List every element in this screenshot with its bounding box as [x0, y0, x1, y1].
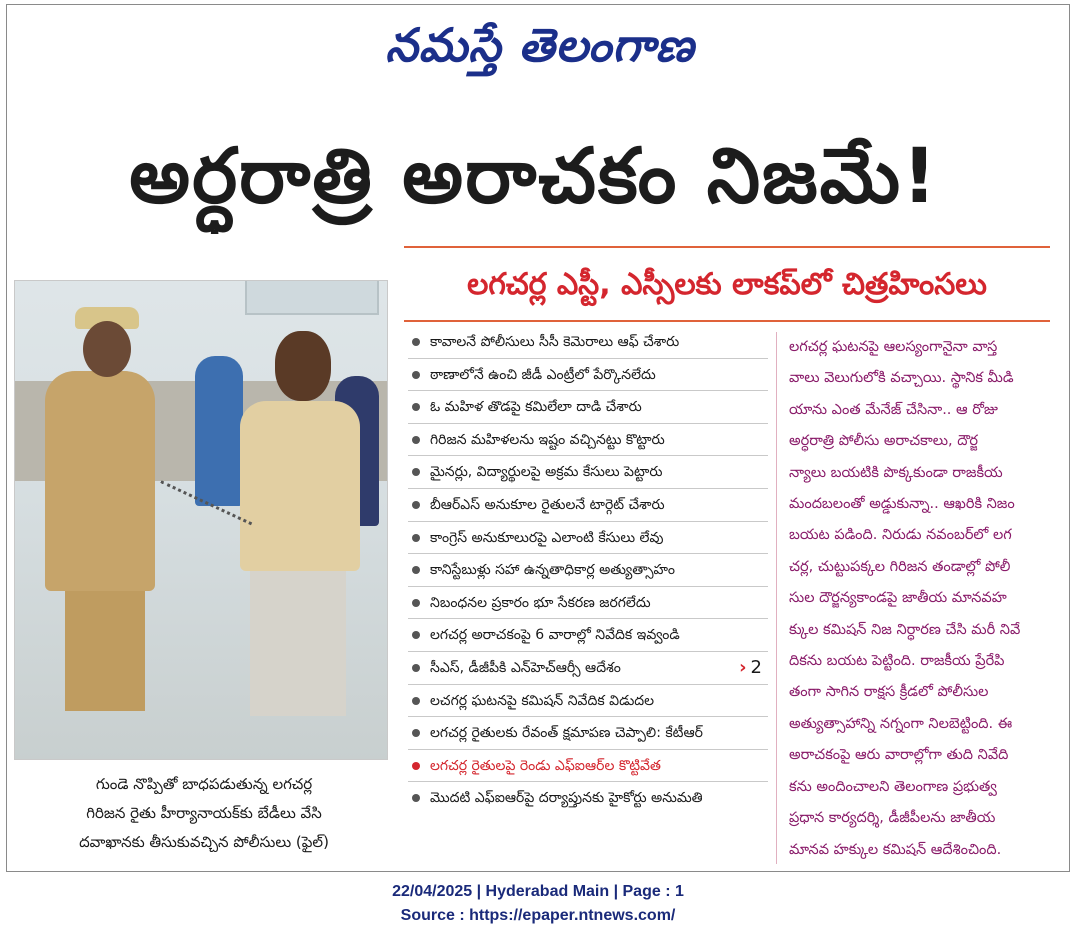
- footer-source-link[interactable]: Source : https://epaper.ntnews.com/: [400, 907, 676, 924]
- news-photo: [14, 280, 388, 760]
- newspaper-masthead-logo: నమస్తే తెలంగాణ: [385, 18, 695, 72]
- list-item: గిరిజన మహిళలను ఇష్టం వచ్చినట్టు కొట్టారు: [408, 424, 768, 457]
- body-line: అర్ధరాత్రి పోలీసు అరాచకాలు, దౌర్జ: [789, 433, 979, 450]
- caption-line: గుండె నొప్పితో బాధపడుతున్న లగచర్ల: [95, 775, 313, 793]
- body-line: చర్ల, చుట్టుపక్కల గిరిజన తండాల్లో పోలీ: [789, 558, 1011, 575]
- highlights-list: [408, 326, 768, 866]
- list-item: ఠాణాలోనే ఉంచి జీడీ ఎంట్రీలో పేర్కొనలేదు: [408, 359, 768, 392]
- body-line: మందబలంతో అడ్డుకున్నా.. ఆఖరికి నిజం: [789, 496, 1015, 513]
- body-line: కను అందించాలని తెలంగాణ ప్రభుత్వ: [789, 778, 997, 795]
- list-item-highlighted: లగచర్ల రైతులపై రెండు ఎఫ్‌ఐఆర్‌ల కొట్టివేత: [408, 750, 768, 783]
- list-item: కాంగ్రెస్ అనుకూలురపై ఎలాంటి కేసులు లేవు: [408, 522, 768, 555]
- body-line: మానవ హక్కుల కమిషన్ ఆదేశించింది.: [789, 841, 1002, 858]
- divider: [404, 246, 1050, 248]
- body-line: అత్యుత్సాహాన్ని నగ్నంగా నిలబెట్టింది. ఈ: [789, 715, 1013, 732]
- list-item: కావాలనే పోలీసులు సీసీ కెమెరాలు ఆఫ్ చేశారు: [408, 326, 768, 359]
- body-line: అరాచకంపై ఆరు వారాల్లోగా తుది నివేది: [789, 747, 1009, 764]
- page-jump-number: 2: [750, 656, 762, 678]
- photo-caption: [14, 770, 394, 860]
- body-line: దికను బయట పెట్టింది. రాజకీయ ప్రేరేపి: [789, 653, 1005, 670]
- caption-line: గిరిజన రైతు హీర్యానాయక్‌కు బేడీలు వేసి: [86, 804, 322, 822]
- page-jump-link[interactable]: [739, 652, 762, 685]
- list-item: కానిస్టేబుళ్లు సహా ఉన్నతాధికార్ల అత్యుత్సాహం: [408, 554, 768, 587]
- article-body: [776, 332, 1066, 864]
- subheadline: లగచర్ల ఎస్టీ, ఎస్సీలకు లాకప్‌లో చిత్రహింసలు: [467, 267, 987, 302]
- chevron-right-icon: ›: [739, 656, 747, 678]
- body-line: వాలు వెలుగులోకి వచ్చాయి. స్థానిక మీడి: [789, 370, 1014, 387]
- page-footer: [0, 880, 1076, 928]
- caption-line: దవాఖానకు తీసుకువచ్చిన పోలీసులు (ఫైల్): [79, 833, 329, 851]
- list-item: లచగర్ల ఘటనపై కమిషన్ నివేదిక విడుదల: [408, 685, 768, 718]
- list-item: బీఆర్‌ఎస్ అనుకూల రైతులనే టార్గెట్ చేశారు: [408, 489, 768, 522]
- body-line: న్యాలు బయటికి పొక్కకుండా రాజకీయ: [789, 464, 1003, 481]
- body-line: తంగా సాగిన రాక్షస క్రీడలో పోలీసుల: [789, 684, 989, 701]
- list-item: మొదటి ఎఫ్‌ఐఆర్‌పై దర్యాప్తునకు హైకోర్టు అనుమతి: [408, 782, 768, 815]
- footer-edition-info: 22/04/2025 | Hyderabad Main | Page : 1: [392, 883, 684, 900]
- list-item: మైనర్లు, విద్యార్థులపై అక్రమ కేసులు పెట్టారు: [408, 456, 768, 489]
- body-line: లగచర్ల ఘటనపై ఆలస్యంగానైనా వాస్త: [789, 339, 998, 355]
- list-item-text: సీఎస్, డీజీపీకి ఎన్‌హెచ్‌ఆర్సీ ఆదేశం: [430, 659, 621, 676]
- list-item-with-jump: [408, 652, 768, 685]
- list-item: లగచర్ల రైతులకు రేవంత్ క్షమాపణ చెప్పాలి: కేటీఆర్: [408, 717, 768, 750]
- body-line: బయట పడింది. నిరుడు నవంబర్‌లో లగ: [789, 527, 1012, 544]
- list-item: ఓ మహిళ తొడపై కమిలేలా దాడి చేశారు: [408, 391, 768, 424]
- body-line: క్కుల కమిషన్ నిజ నిర్ధారణ చేసి మరీ నివే: [789, 621, 1021, 638]
- body-line: సుల దౌర్జన్యకాండపై జాతీయ మానవహ: [789, 590, 1007, 607]
- list-item: నిబంధనల ప్రకారం భూ సేకరణ జరగలేదు: [408, 587, 768, 620]
- body-line: ప్రధాన కార్యదర్శి, డీజీపీలను జాతీయ: [789, 810, 996, 827]
- divider: [404, 320, 1050, 322]
- list-item: లగచర్ల అరాచకంపై 6 వారాల్లో నివేదిక ఇవ్వండి: [408, 619, 768, 652]
- main-headline: అర్ధరాత్రి అరాచకం నిజమే!: [129, 131, 939, 220]
- body-line: యాను ఎంత మేనేజ్ చేసినా.. ఆ రోజు: [789, 401, 998, 418]
